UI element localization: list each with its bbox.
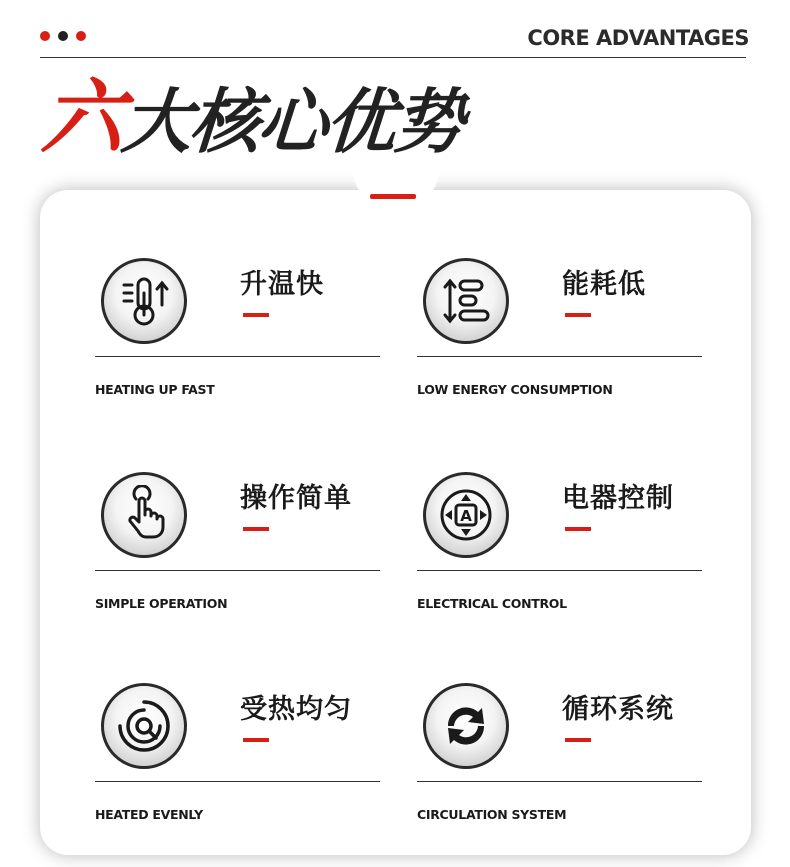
feature-en-title: LOW ENERGY CONSUMPTION [417,382,613,397]
feature-cn-title: 循环系统 [562,694,674,725]
feature-en-title: SIMPLE OPERATION [95,596,228,611]
feature-cn-title: 电器控制 [562,483,674,514]
feature-en-title: HEATED EVENLY [95,807,203,822]
energy-levels-icon [423,258,509,344]
feature-simple-operation [95,404,380,611]
svg-text:A: A [460,507,472,525]
feature-electrical-control [417,404,702,611]
feature-accent-dash [243,738,269,742]
header-dot [40,31,50,41]
feature-en-title: ELECTRICAL CONTROL [417,596,567,611]
feature-en-title: CIRCULATION SYSTEM [417,807,567,822]
feature-cn-title: 能耗低 [562,269,646,300]
feature-accent-dash [243,527,269,531]
feature-accent-dash [565,738,591,742]
feature-accent-dash [565,313,591,317]
page-title-highlight: 六 [38,71,126,166]
feature-cn-title: 受热均匀 [240,694,352,725]
feature-divider [95,356,380,357]
feature-divider [417,570,702,571]
feature-accent-dash [243,313,269,317]
page-title-text: 大核心优势 [118,81,465,163]
concentric-circles-icon [101,683,187,769]
touch-hand-icon [101,472,187,558]
page-title [38,71,465,166]
core-advantages-heading: CORE ADVANTAGES [527,26,749,50]
feature-divider [417,356,702,357]
feature-low-energy [417,190,702,397]
direction-pad-icon [423,472,509,558]
circulation-arrows-icon [423,683,509,769]
feature-en-title: HEATING UP FAST [95,382,215,397]
feature-cn-title: 操作简单 [240,483,352,514]
feature-divider [95,781,380,782]
header-divider [40,57,746,58]
feature-divider [95,570,380,571]
feature-heated-evenly [95,615,380,822]
thermometer-icon [101,258,187,344]
feature-circulation-system [417,615,702,822]
header-dot [58,31,68,41]
feature-accent-dash [565,527,591,531]
header-dots [40,31,86,41]
header-dot [76,31,86,41]
feature-cn-title: 升温快 [240,269,324,300]
feature-divider [417,781,702,782]
feature-heating-fast [95,190,380,397]
